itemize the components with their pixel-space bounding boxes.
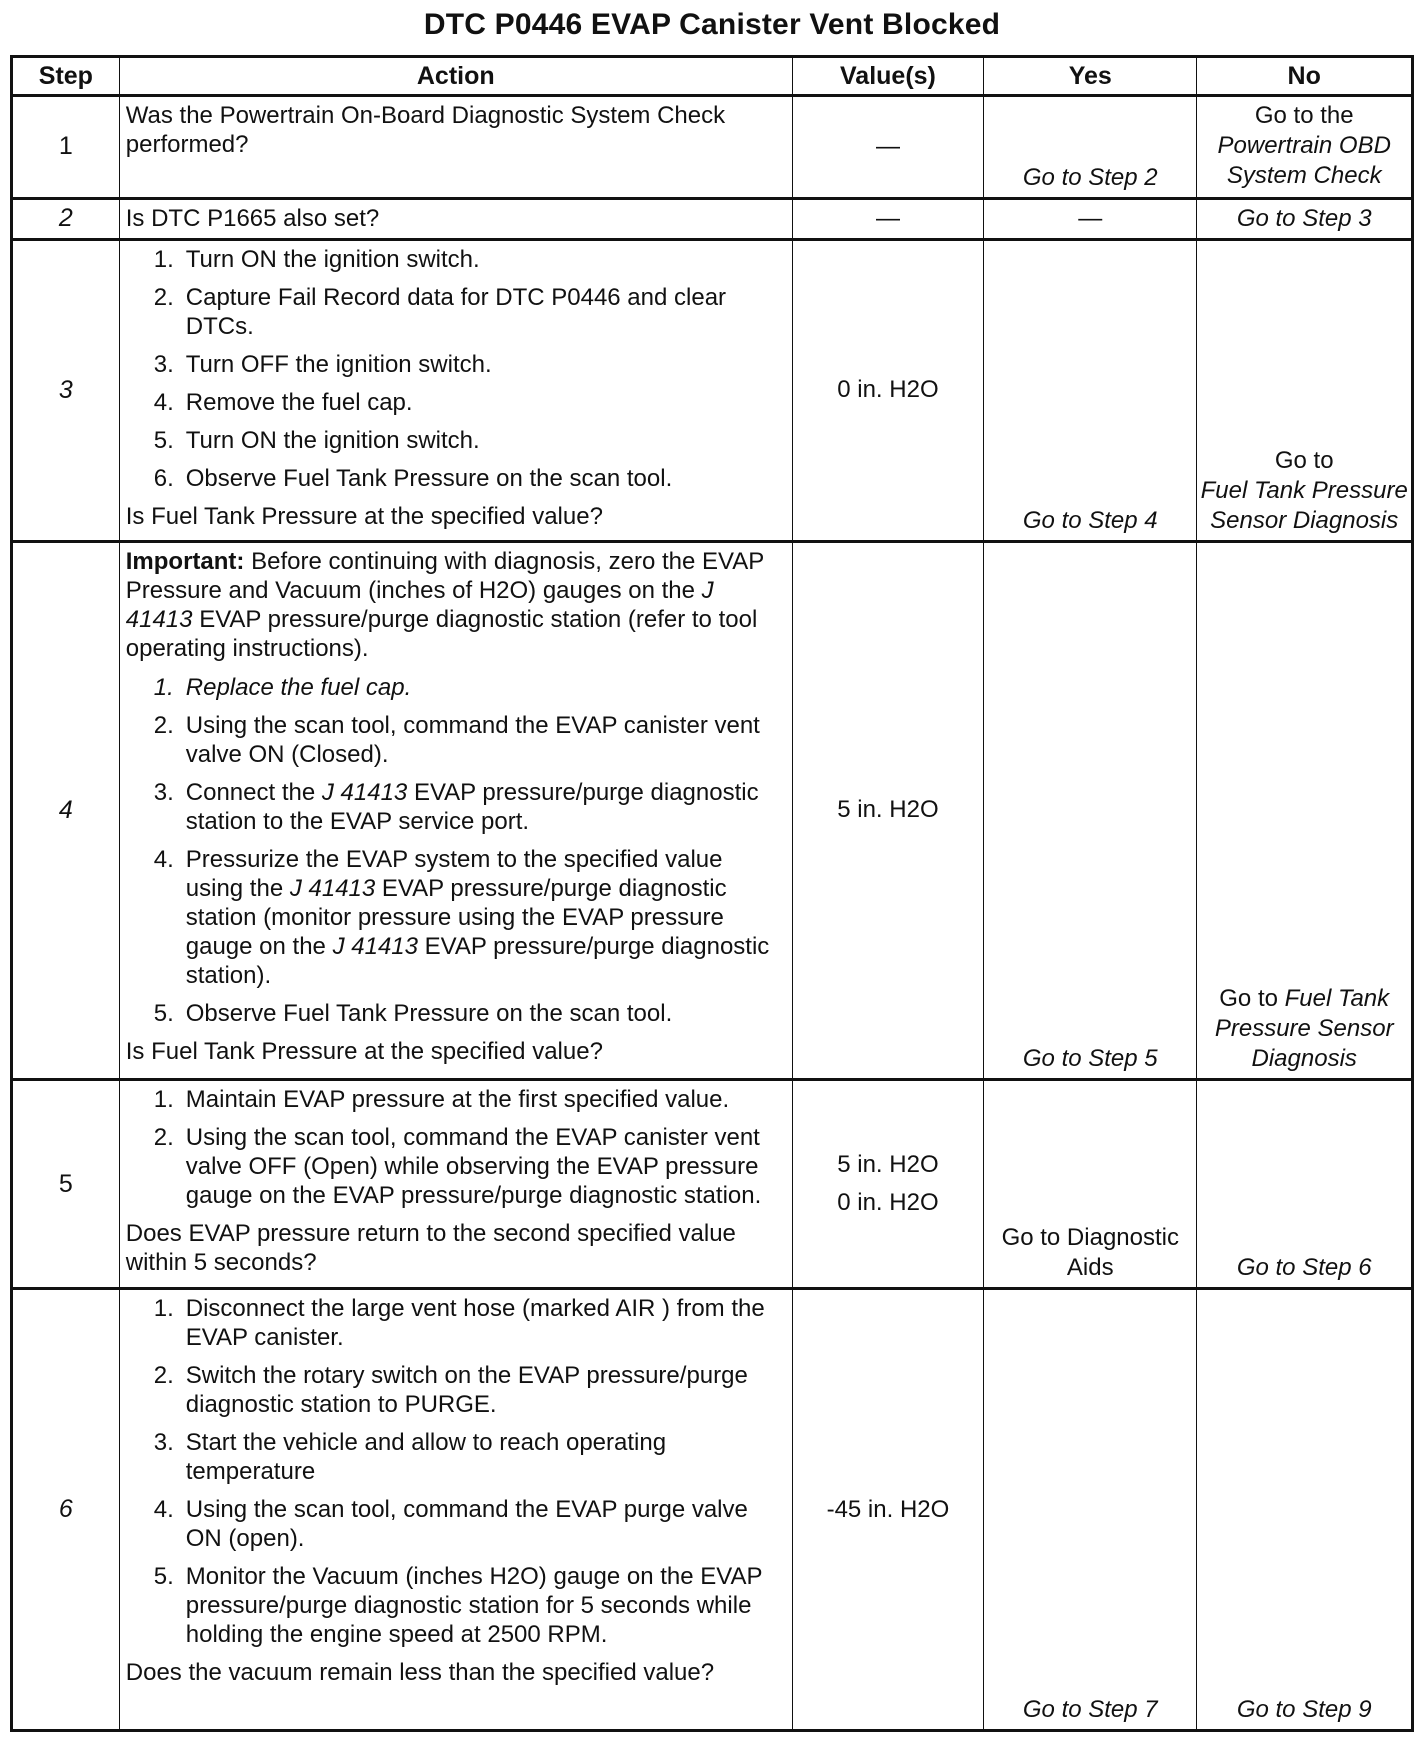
no-link: Powertrain OBD System Check	[1217, 132, 1391, 189]
step-number: 4	[12, 541, 120, 1079]
no-prefix: Go to the	[1254, 102, 1354, 129]
value-cell: -45 in. H2O	[792, 1289, 983, 1731]
action-steps	[126, 1294, 786, 1649]
yes-cell: Go to Step 2	[984, 96, 1197, 199]
step-number: 5	[12, 1080, 120, 1289]
list-item: 2. Switch the rotary switch on the EVAP pressure/purge diagnostic station to PURGE.	[153, 1362, 748, 1419]
table-row	[12, 96, 1413, 199]
no-link: Fuel Tank Pressure Sensor Diagnosis	[1200, 476, 1408, 534]
no-cell	[1197, 96, 1413, 199]
step-number: 1	[12, 96, 120, 199]
list-item: 1. Maintain EVAP pressure at the first specified value.	[153, 1086, 730, 1114]
diagnostic-table	[10, 55, 1414, 1732]
no-cell: Go to Step 3	[1197, 198, 1413, 240]
list-item: 2. Capture Fail Record data for DTC P0446 and clear DTCs.	[153, 284, 727, 341]
yes-cell: Go to Step 5	[984, 541, 1197, 1079]
list-item: 1. Turn ON the ignition switch.	[153, 246, 480, 274]
action-question: Is Fuel Tank Pressure at the specified value?	[125, 503, 603, 531]
list-item: 5. Turn ON the ignition switch.	[153, 427, 480, 455]
header-yes: Yes	[984, 57, 1197, 96]
table-row	[12, 1289, 1413, 1731]
action-cell	[119, 96, 792, 199]
important-note: Important: Before continuing with diagnosis, zero the EVAP Pressure and Vacuum (inches of H2O) gauges on the J 41413 EVAP pressure/purge diagnostic station (refer to tool operating instructions).	[125, 547, 764, 662]
action-cell	[119, 198, 792, 240]
header-action: Action	[119, 57, 792, 96]
action-cell	[119, 1289, 792, 1731]
no-cell	[1197, 240, 1413, 542]
value-cell: 5 in. H2O	[792, 541, 983, 1079]
yes-cell: Go to Diagnostic Aids	[984, 1080, 1197, 1289]
list-item: 4. Remove the fuel cap.	[153, 389, 413, 417]
value-cell: —	[792, 198, 983, 240]
header-row	[12, 57, 1413, 96]
action-question: Does EVAP pressure return to the second specified value within 5 seconds?	[125, 1220, 736, 1277]
action-steps	[126, 673, 786, 1028]
no-prefix: Go to	[1274, 446, 1334, 474]
table-row	[12, 240, 1413, 542]
value-cell: 0 in. H2O	[792, 240, 983, 542]
yes-cell: Go to Step 4	[984, 240, 1197, 542]
value-first: 5 in. H2O	[837, 1151, 939, 1179]
list-item: 3. Turn OFF the ignition switch.	[153, 351, 492, 379]
header-step: Step	[12, 57, 120, 96]
action-cell	[119, 1080, 792, 1289]
header-no: No	[1197, 57, 1413, 96]
list-item: 5. Observe Fuel Tank Pressure on the scan tool.	[153, 999, 673, 1027]
value-cell: —	[792, 96, 983, 199]
list-item: 3. Start the vehicle and allow to reach operating temperature	[153, 1429, 667, 1486]
list-item: 5. Monitor the Vacuum (inches H2O) gauge on the EVAP pressure/purge diagnostic station for 5 seconds while holding the engine speed at 2500 RPM.	[153, 1563, 763, 1649]
list-item: 2. Using the scan tool, command the EVAP canister vent valve ON (Closed).	[153, 711, 760, 768]
no-cell: Go to Step 6	[1197, 1080, 1413, 1289]
no-prefix: Go to	[1219, 985, 1278, 1013]
table-row	[12, 1080, 1413, 1289]
action-cell	[119, 541, 792, 1079]
step-number: 3	[12, 240, 120, 542]
action-steps	[126, 245, 786, 493]
header-values: Value(s)	[792, 57, 983, 96]
list-item: 1. Replace the fuel cap.	[153, 673, 412, 701]
page-title: DTC P0446 EVAP Canister Vent Blocked	[423, 8, 1001, 41]
list-item: 3. Connect the J 41413 EVAP pressure/purge diagnostic station to the EVAP service port.	[153, 778, 759, 835]
step-number: 2	[12, 198, 120, 240]
list-item: 4. Pressurize the EVAP system to the specified value using the J 41413 EVAP pressure/purge diagnostic station (monitor pressure using the EVAP pressure gauge on the J 41413 EVAP pressure/purge diagnostic station).	[153, 845, 770, 989]
list-item: 1. Disconnect the large vent hose (marked AIR ) from the EVAP canister.	[153, 1295, 765, 1352]
no-link: Fuel Tank Pressure Sensor Diagnosis	[1214, 985, 1394, 1073]
yes-cell: —	[984, 198, 1197, 240]
list-item: 6. Observe Fuel Tank Pressure on the scan tool.	[153, 465, 673, 493]
list-item: 2. Using the scan tool, command the EVAP canister vent valve OFF (Open) while observing the EVAP pressure gauge on the EVAP pressure/purge diagnostic station.	[153, 1124, 762, 1210]
step-number: 6	[12, 1289, 120, 1731]
action-question: Does the vacuum remain less than the specified value?	[125, 1659, 715, 1687]
table-row	[12, 541, 1413, 1079]
no-cell	[1197, 541, 1413, 1079]
no-cell: Go to Step 9	[1197, 1289, 1413, 1731]
list-item: 4. Using the scan tool, command the EVAP purge valve ON (open).	[153, 1496, 748, 1553]
action-question: Is Fuel Tank Pressure at the specified value?	[125, 1037, 603, 1065]
action-steps	[126, 1085, 786, 1210]
action-question: Is DTC P1665 also set?	[125, 204, 380, 232]
action-question: Was the Powertrain On-Board Diagnostic System Check performed?	[125, 102, 726, 158]
action-cell	[119, 240, 792, 542]
value-second: 0 in. H2O	[837, 1189, 939, 1217]
table-row	[12, 198, 1413, 240]
value-cell	[792, 1080, 983, 1289]
yes-cell: Go to Step 7	[984, 1289, 1197, 1731]
